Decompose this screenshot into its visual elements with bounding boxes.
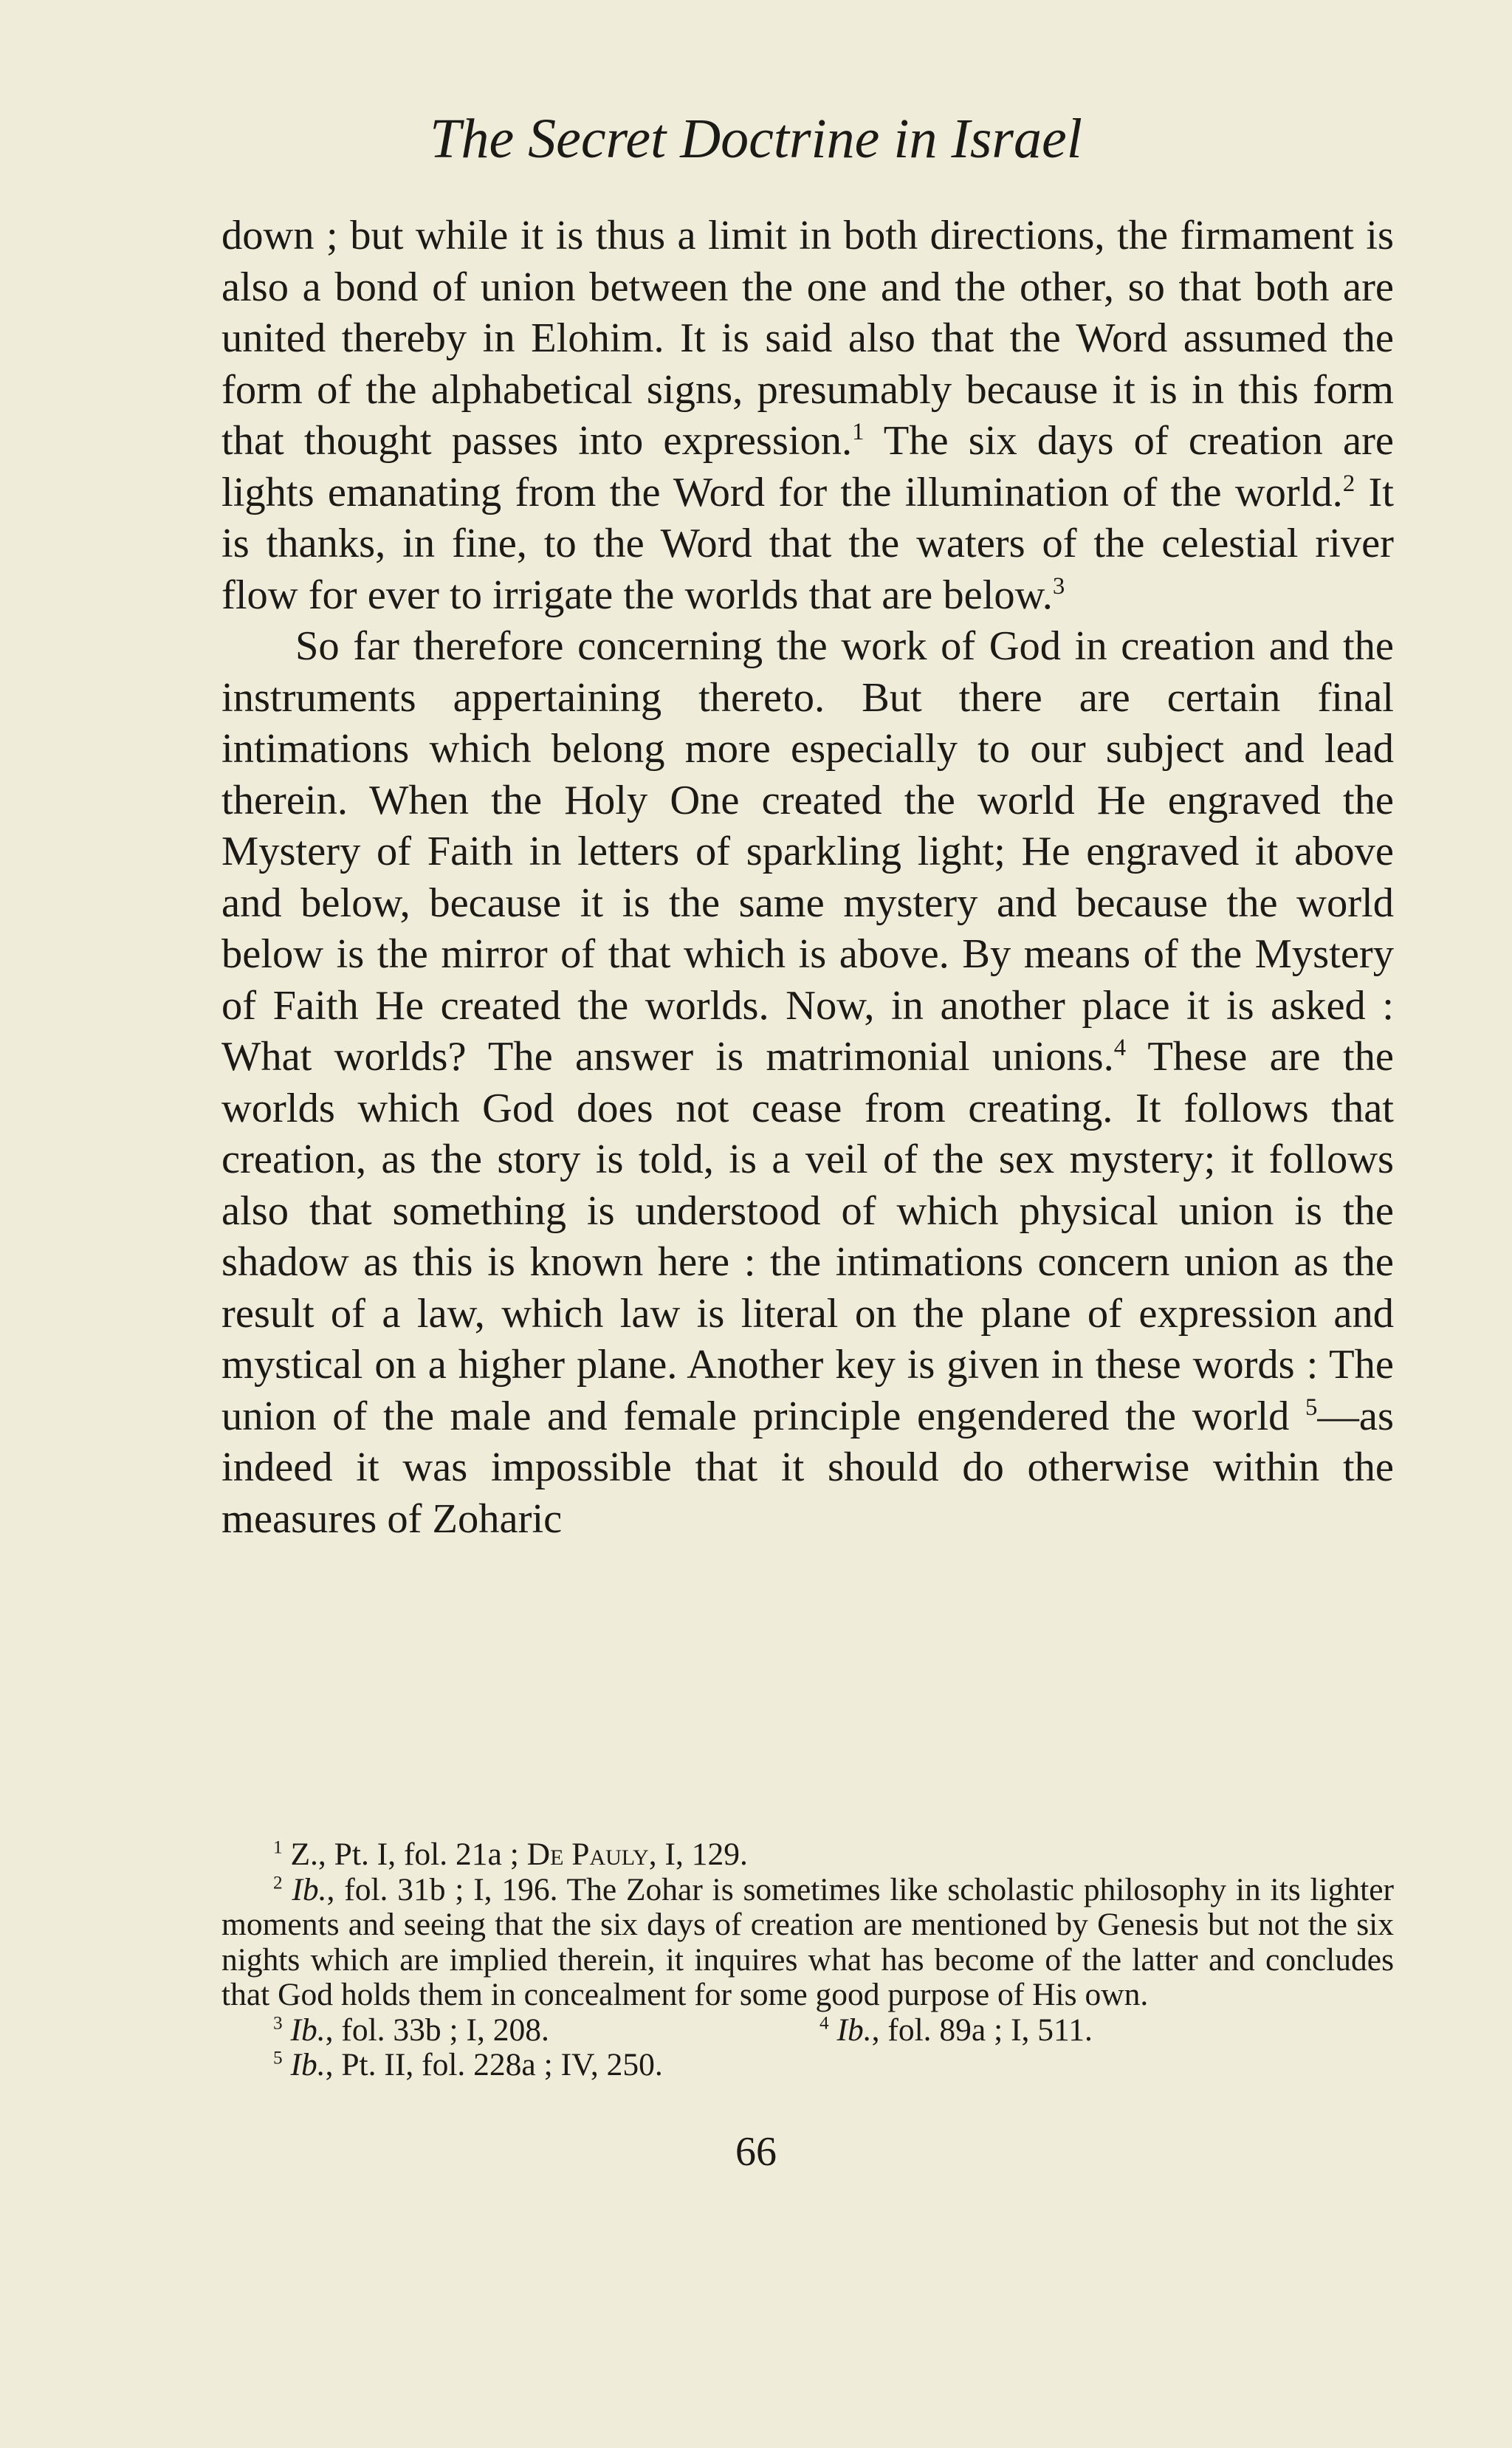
footnote-row bbox=[221, 2013, 1394, 2048]
footnote-mark: 3 bbox=[273, 2013, 283, 2033]
ibid-abbrev: Ib. bbox=[836, 2012, 872, 2048]
paragraph bbox=[221, 621, 1394, 1545]
footnote-ref: 5 bbox=[1305, 1393, 1318, 1421]
footnote-3 bbox=[221, 2013, 819, 2048]
page-number: 66 bbox=[735, 2129, 777, 2175]
ibid-abbrev: Ib. bbox=[292, 1871, 327, 1907]
footnote-text: , fol. 31b ; I, 196. The Zohar is sometimes like scholastic philosophy in its lighter moments and seeing that the six days of creation are mentioned by Genesis but not the six nights which are implied therein, it inquires what has become of the latter and concludes that God holds them in concealment for some good purpose of His own. bbox=[221, 1871, 1394, 2012]
footnote-ref: 3 bbox=[1052, 572, 1065, 600]
footnote-1 bbox=[221, 1837, 1394, 1873]
footnote-text: , fol. 89a ; I, 511. bbox=[871, 2012, 1093, 2048]
footnote-text: , Pt. II, fol. 228a ; IV, 250. bbox=[325, 2047, 663, 2082]
footnote-4 bbox=[819, 2013, 1093, 2048]
paragraph bbox=[221, 210, 1394, 621]
body-text bbox=[221, 210, 1394, 1545]
footnote-ref: 1 bbox=[852, 419, 865, 446]
footnotes bbox=[221, 1837, 1394, 2083]
footnote-ref: 2 bbox=[1342, 470, 1355, 497]
footnote-text: Z., Pt. I, fol. 21a ; bbox=[282, 1837, 527, 1872]
footnote-mark: 5 bbox=[273, 2048, 283, 2068]
footnote-text: , fol. 33b ; I, 208. bbox=[325, 2012, 549, 2048]
text-run: It is thanks, in fine, to the Word that the waters of the celestial river flow for ever to irrigate the worlds that are below. bbox=[221, 469, 1394, 618]
footnote-mark: 2 bbox=[273, 1873, 283, 1893]
footnote-text: , I, 129. bbox=[648, 1837, 748, 1872]
footnote-5 bbox=[221, 2048, 1394, 2083]
text-run: So far therefore concerning the work of God in creation and the instruments appertaining thereto. But there are certain final intimations which belong more especially to our subject and lead therein. When the Holy One created the world He engraved the Mystery of Faith in letters of sparkling light; He engraved it above and below, because it is the same mystery and because the world below is the mirror of that which is above. By means of the Mystery of Faith He created the worlds. Now, in another place it is asked : What worlds? The answer is matrimonial unions. bbox=[221, 623, 1394, 1080]
ibid-abbrev: Ib. bbox=[290, 2012, 326, 2048]
text-run: The six days of creation are lights emanating from the Word for the illumination of the world. bbox=[221, 418, 1395, 515]
text-run: down ; but while it is thus a limit in both directions, the firmament is also a bond of union between the one and the other, so that both are united thereby in Elohim. It is said also that the Word assumed the form of the alphabetical signs, presumably because it is in this form that thought passes into expression. bbox=[221, 213, 1394, 464]
footnote-ref: 4 bbox=[1113, 1035, 1127, 1062]
author-name: De Pauly bbox=[526, 1837, 649, 1872]
footnote-mark: 4 bbox=[819, 2013, 829, 2033]
text-run: —as indeed it was impossible that it should do otherwise within the measures of Zoharic bbox=[221, 1393, 1394, 1542]
footnote-mark: 1 bbox=[273, 1837, 283, 1858]
footnote-2 bbox=[221, 1873, 1394, 2013]
running-head: The Secret Doctrine in Israel bbox=[430, 108, 1082, 170]
text-run: These are the worlds which God does not cease from creating. It follows that creation, as the story is told, is a veil of the sex mystery; it follows also that something is understood of which physical union is the shadow as this is known here : the intimations concern union as the result of a law, which law is literal on the plane of expression and mystical on a higher plane. Another key is given in these words : The union of the male and female principle engendered the world bbox=[221, 1034, 1394, 1439]
ibid-abbrev: Ib. bbox=[290, 2047, 326, 2082]
